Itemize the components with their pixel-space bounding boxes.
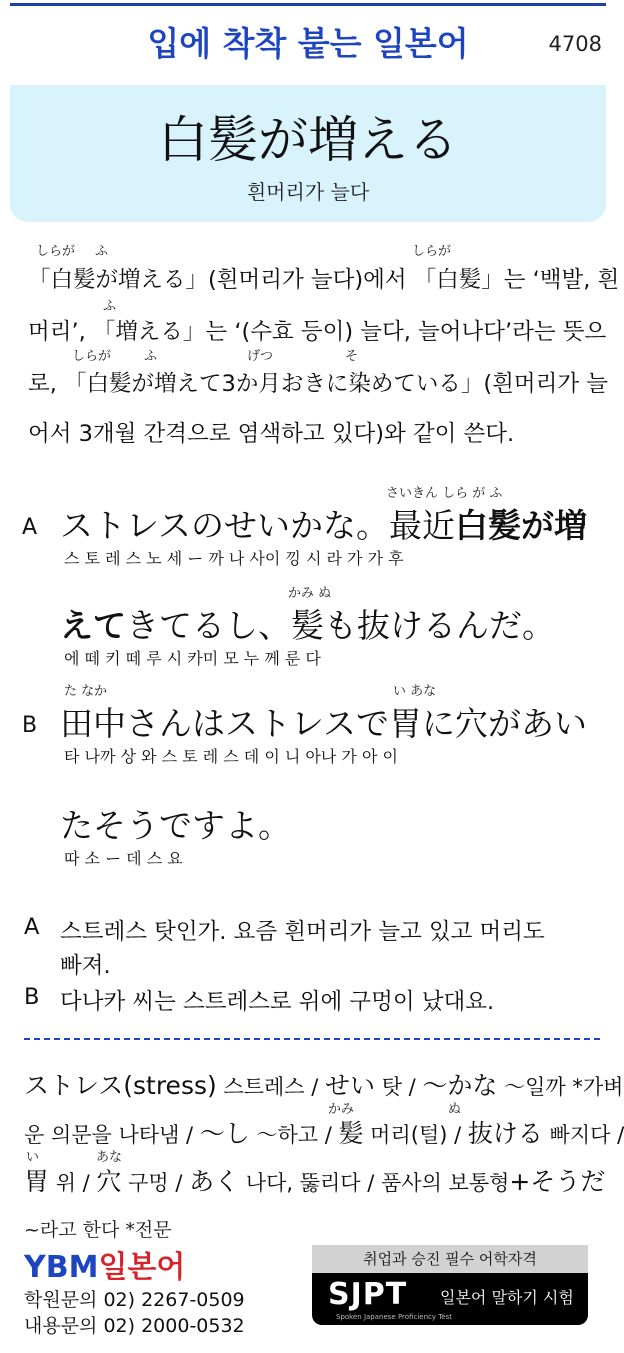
sjpt-logo: SJPT	[328, 1277, 408, 1312]
expression-meaning: 흰머리가 늘다	[246, 180, 370, 204]
furigana: ぬ	[448, 1102, 462, 1117]
dialogue-a-line1: ストレスのせいかな。最近白髪が増	[60, 506, 588, 545]
expression-title: 白髪が増える	[158, 111, 458, 169]
dialogue-b-line1: 田中さんはストレスで胃に穴があい	[60, 704, 588, 743]
furigana: かみ ぬ	[288, 586, 332, 601]
sjpt-tagline: 취업과 승진 필수 어학자격	[312, 1245, 588, 1273]
pronunciation-guide: 따 소 ー 데 스 요	[64, 849, 183, 868]
top-rule	[10, 3, 606, 6]
pronunciation-guide: 스 토 레 스 노 세 ー 까 나 사이 낑 시 라 가 가 후	[64, 549, 404, 568]
sjpt-small-text: Spoken Japanese Proficiency Test	[336, 1313, 453, 1321]
explanation-line: 머리’, 「増える」는 ‘(수효 등이) 늘다, 늘어나다’라는 뜻으	[28, 319, 607, 345]
furigana: そ	[345, 349, 359, 364]
furigana: た なか	[64, 684, 108, 699]
explanation-line: 로, 「白髪が増えて3か月おきに染めている」(흰머리가 늘	[28, 371, 608, 397]
section-divider	[24, 1038, 600, 1040]
furigana: ふ	[144, 349, 158, 364]
furigana: しらが	[72, 349, 112, 364]
furigana: げつ	[247, 349, 274, 364]
ybm-logo: YBM일본어	[24, 1250, 186, 1285]
translation-a-label: A	[24, 914, 40, 940]
translation-a-line1: 스트레스 탓인가. 요즘 흰머리가 늘고 있고 머리도	[60, 919, 545, 945]
translation-b-line: 다나카 씨는 스트레스로 위에 구멍이 났대요.	[60, 989, 495, 1015]
sjpt-banner	[312, 1245, 588, 1325]
furigana: さいきん しら が ふ	[386, 486, 503, 501]
vocab-line: 胃 위 / 穴 구멍 / あく 나다, 뚫리다 / 품사의 보통형+そうだ	[24, 1167, 606, 1196]
furigana: あな	[96, 1150, 123, 1165]
vocab-line: 운 의문을 나타냄 / 〜し 〜하고 / 髪 머리(털) / 抜ける 빠지다 /	[24, 1119, 624, 1148]
speaker-b-label: B	[22, 713, 38, 738]
speaker-a-label: A	[22, 515, 38, 540]
dialogue-a-line2: えてきてるし、髪も抜けるんだ。	[60, 606, 555, 645]
furigana: しらが	[36, 244, 76, 259]
vocab-note: ~라고 한다 *전문	[24, 1219, 172, 1241]
highlight-expression: 白髪が増	[455, 506, 588, 545]
vocab-line: ストレス(stress) 스트레스 / せい 탓 / 〜かな 〜일까 *가벼	[24, 1071, 624, 1100]
furigana: しらが	[412, 244, 452, 259]
explanation-line: 어서 3개월 간격으로 염색하고 있다)와 같이 쓴다.	[28, 421, 515, 447]
highlight-expression: えて	[60, 606, 126, 645]
series-title: 입에 착착 붙는 일본어	[147, 24, 469, 63]
sjpt-name: 일본어 말하기 시험	[440, 1288, 574, 1307]
dialogue-b-line2: たそうですよ。	[60, 806, 291, 845]
academy-contact: 학원문의 02) 2267-0509	[24, 1289, 245, 1311]
furigana: い あな	[393, 684, 437, 699]
translation-b-label: B	[24, 984, 40, 1010]
furigana: ふ	[103, 299, 117, 314]
content-contact: 내용문의 02) 2000-0532	[24, 1315, 245, 1337]
pronunciation-guide: 타 나까 상 와 스 토 레 스 데 이 니 아나 가 아 이	[64, 747, 398, 766]
furigana: かみ	[328, 1102, 355, 1117]
translation-a-line2: 빠져.	[60, 953, 111, 979]
article-number: 4708	[548, 32, 602, 56]
furigana: ふ	[95, 244, 109, 259]
pronunciation-guide: 에 떼 키 떼 루 시 카미 모 누 께 룬 다	[64, 649, 321, 668]
furigana: い	[26, 1150, 40, 1165]
explanation-line: 「白髪が増える」(흰머리가 늘다)에서 「白髪」는 ‘백발, 흰	[28, 267, 620, 293]
